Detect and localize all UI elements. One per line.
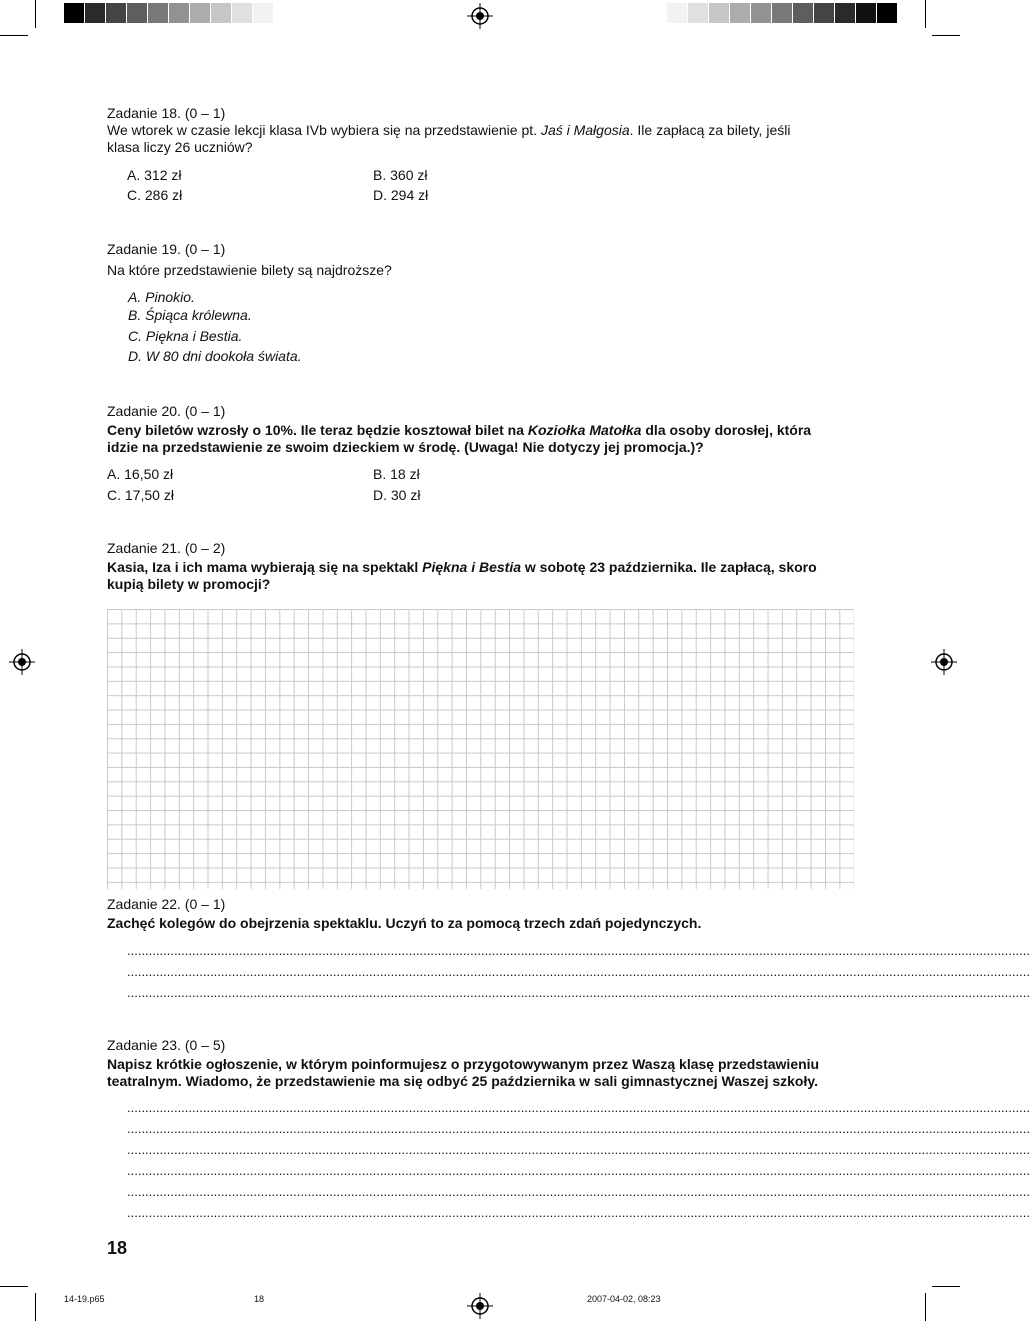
answer-line[interactable]: .......................................................................................................................................................................................................................................................... [127, 1163, 1030, 1178]
answer-line[interactable]: .......................................................................................................................................................................................................................................................... [127, 985, 1030, 1000]
registration-mark-left-icon [9, 649, 35, 675]
task19-question: Na które przedstawienie bilety są najdroższe? [107, 262, 392, 278]
task20-question-line2: idzie na przedstawienie ze swoim dzieckiem w środę. (Uwaga! Nie dotyczy jej promocja.)? [107, 439, 704, 455]
color-swatch [856, 3, 877, 23]
task19-option-a: A. Pinokio. [128, 289, 195, 305]
task18-question-part: . Ile zapłacą za bilety, jeśli [629, 122, 791, 138]
task20-option-d: D. 30 zł [373, 487, 421, 503]
page-number: 18 [107, 1238, 128, 1258]
task21-title-italic: Piękna i Bestia [422, 559, 521, 575]
task18-option-a: A. 312 zł [127, 167, 182, 183]
color-bar-left [64, 3, 295, 23]
color-swatch [835, 3, 856, 23]
task20-title: Zadanie 20. (0 – 1) [107, 403, 226, 419]
color-swatch [793, 3, 814, 23]
color-swatch [106, 3, 127, 23]
task19-title: Zadanie 19. (0 – 1) [107, 241, 226, 257]
color-swatch [772, 3, 793, 23]
crop-mark [35, 0, 36, 28]
answer-line[interactable]: .......................................................................................................................................................................................................................................................... [127, 1100, 1030, 1115]
task20-option-b: B. 18 zł [373, 466, 420, 482]
task22-question: Zachęć kolegów do obejrzenia spektaklu. Uczyń to za pomocą trzech zdań pojedynczych. [107, 915, 702, 931]
color-swatch [127, 3, 148, 23]
answer-line[interactable]: .......................................................................................................................................................................................................................................................... [127, 1184, 1030, 1199]
task19-option-c: C. Piękna i Bestia. [128, 328, 243, 344]
registration-mark-top-icon [467, 3, 493, 29]
answer-line[interactable]: .......................................................................................................................................................................................................................................................... [127, 943, 1030, 958]
color-swatch [148, 3, 169, 23]
color-swatch [751, 3, 772, 23]
answer-line[interactable]: .......................................................................................................................................................................................................................................................... [127, 1142, 1030, 1157]
task20-title-italic: Koziołka Matołka [527, 422, 642, 438]
color-swatch [688, 3, 709, 23]
task21-question-part: Kasia, Iza i ich mama wybierają się na spektakl [107, 559, 423, 575]
task18-option-b: B. 360 zł [373, 167, 428, 183]
task20-question-part: dla osoby dorosłej, która [641, 422, 812, 438]
task20-option-c: C. 17,50 zł [107, 487, 174, 503]
crop-mark [932, 1286, 960, 1287]
answer-line[interactable]: .......................................................................................................................................................................................................................................................... [127, 1121, 1030, 1136]
answer-line[interactable]: .......................................................................................................................................................................................................................................................... [127, 964, 1030, 979]
color-swatch [232, 3, 253, 23]
crop-mark [35, 1293, 36, 1321]
task20-question-part: Ceny biletów wzrosły o 10%. Ile teraz będzie kosztował bilet na [107, 422, 528, 438]
crop-mark [925, 1293, 926, 1321]
task23-question-line2: teatralnym. Wiadomo, że przedstawienie ma się odbyć 25 października w sali gimnastycznej Waszej szkoły. [107, 1073, 819, 1089]
task21-question [107, 559, 817, 576]
footer-datetime: 2007-04-02, 08:23 [587, 1294, 661, 1304]
color-swatch [169, 3, 190, 23]
crop-mark [932, 35, 960, 36]
footer-page: 18 [254, 1294, 265, 1304]
task21-question-line2: kupią bilety w promocji? [107, 576, 271, 592]
answer-line[interactable]: .......................................................................................................................................................................................................................................................... [127, 1205, 1030, 1220]
task23-question-line1: Napisz krótkie ogłoszenie, w którym poinformujesz o przygotowywanym przez Waszą klasę przedstawieniu [107, 1056, 820, 1072]
task18-option-c: C. 286 zł [127, 187, 183, 203]
task18-question-line2: klasa liczy 26 uczniów? [107, 139, 253, 155]
answer-grid[interactable] [107, 609, 854, 889]
color-swatch [730, 3, 751, 23]
color-swatch [190, 3, 211, 23]
color-bar-right [667, 3, 898, 23]
task22-title: Zadanie 22. (0 – 1) [107, 896, 226, 912]
task18-question-part: We wtorek w czasie lekcji klasa IVb wybiera się na przedstawienie pt. [107, 122, 541, 138]
color-swatch [274, 3, 295, 23]
color-swatch [709, 3, 730, 23]
task20-question [107, 422, 811, 439]
color-swatch [877, 3, 898, 23]
color-swatch [64, 3, 85, 23]
task20-option-a: A. 16,50 zł [107, 466, 174, 482]
task19-option-b: B. Śpiąca królewna. [128, 307, 252, 323]
color-swatch [85, 3, 106, 23]
color-swatch [211, 3, 232, 23]
task21-question-part: w sobotę 23 października. Ile zapłacą, skoro [521, 559, 817, 575]
task19-option-d: D. W 80 dni dookoła świata. [128, 348, 302, 364]
crop-mark [0, 35, 28, 36]
task18-option-d: D. 294 zł [373, 187, 429, 203]
task18-question [107, 122, 790, 139]
task23-title: Zadanie 23. (0 – 5) [107, 1037, 226, 1053]
footer-file: 14-19.p65 [64, 1294, 105, 1304]
crop-mark [0, 1286, 28, 1287]
registration-mark-right-icon [931, 649, 957, 675]
color-swatch [814, 3, 835, 23]
task18-title-italic: Jaś i Małgosia [540, 122, 630, 138]
task18-title: Zadanie 18. (0 – 1) [107, 105, 226, 121]
color-swatch [667, 3, 688, 23]
crop-mark [925, 0, 926, 28]
registration-mark-bottom-icon [467, 1293, 493, 1319]
task21-title: Zadanie 21. (0 – 2) [107, 540, 226, 556]
color-swatch [253, 3, 274, 23]
